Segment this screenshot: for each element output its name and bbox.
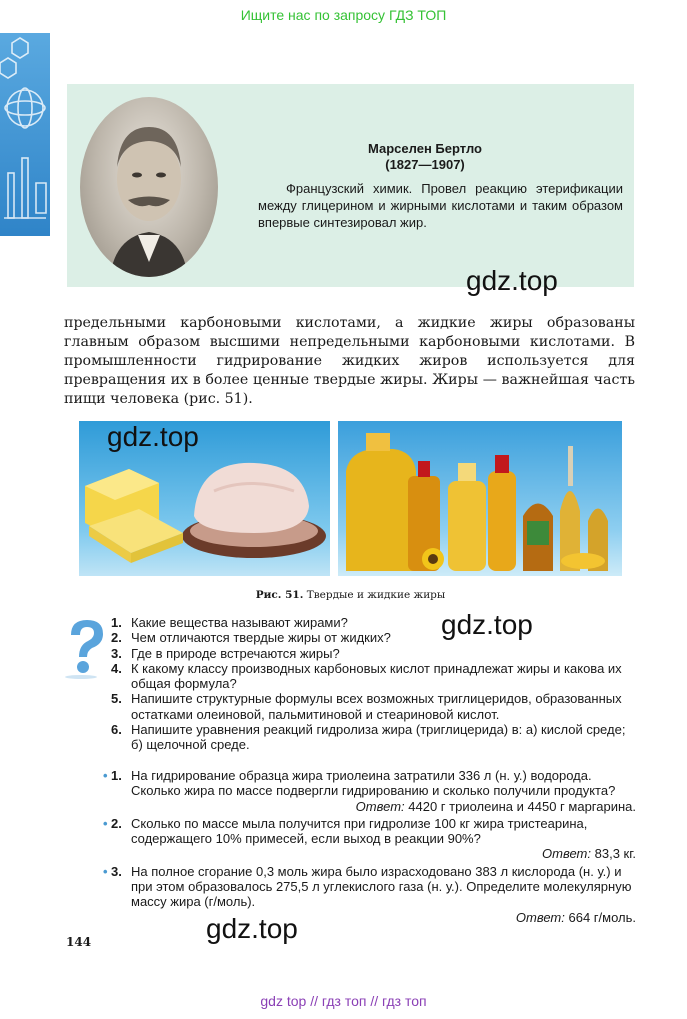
question-text: Где в природе встречаются жиры? <box>131 645 340 661</box>
problem-number: 1. <box>111 768 122 783</box>
answer-value: 4420 г триолеина и 4450 г маргарина. <box>408 798 636 814</box>
list-item <box>103 768 636 814</box>
page-number: 144 <box>66 935 92 949</box>
problem-number: 2. <box>111 815 122 831</box>
caption-label: Рис. 51. <box>255 589 304 601</box>
question-number: 2. <box>111 630 122 646</box>
answer-label: Ответ: <box>355 798 405 814</box>
answer-value: 83,3 кг. <box>594 846 636 862</box>
answer-label: Ответ: <box>542 846 591 862</box>
question-text: Напишите структурные формулы всех возможных триглицеридов, образованных остатками олеиновой, пальмитиновой и стеариновой кислот. <box>131 691 622 722</box>
question-mark-icon <box>63 617 107 679</box>
list-item <box>111 691 636 722</box>
question-number: 6. <box>111 722 122 738</box>
question-number: 5. <box>111 691 122 707</box>
bio-years: (1827—1907) <box>385 157 465 172</box>
problem-answer <box>131 846 636 861</box>
watermark: gdz.top <box>206 913 298 944</box>
footer-links[interactable]: gdz top // гдз топ // гдз топ <box>260 993 427 1009</box>
list-item <box>103 863 636 925</box>
top-search-link[interactable]: Ищите нас по запросу ГДЗ ТОП <box>240 7 447 23</box>
review-questions <box>111 615 636 753</box>
problems-list <box>103 768 636 927</box>
watermark: gdz.top <box>466 265 558 296</box>
answer-label: Ответ: <box>515 909 565 925</box>
question-text: Какие вещества называют жирами? <box>131 615 348 630</box>
bio-name: Марселен Бертло <box>368 141 482 156</box>
caption-text: Твердые и жидкие жиры <box>306 589 446 601</box>
question-number: 3. <box>111 645 122 661</box>
bullet-dot-icon: • <box>103 863 108 879</box>
watermark: gdz.top <box>441 609 533 640</box>
list-item <box>103 815 636 862</box>
watermark: gdz.top <box>107 421 199 452</box>
list-item <box>111 661 636 692</box>
question-number: 4. <box>111 660 122 676</box>
question-text: Напишите уравнения реакций гидролиза жира (триглицерида) в: а) кислой среде; б) щелочной среде. <box>131 722 626 753</box>
problem-text: Сколько по массе мыла получится при гидролизе 100 кг жира тристеарина, содержащего 10% примесей, если выход в реакции 90%? <box>131 815 588 847</box>
main-paragraph: предельными карбоновыми кислотами, а жидкие жиры образованы главным образом высшими непредельными карбоновыми кислотами. В промышленности гидрирование жидких жиров используется для превращения их в более ценные твердые жиры. Жиры — важнейшая часть пищи человека (рис. 51). <box>64 315 635 407</box>
question-text: К какому классу производных карбоновых кислот принадлежат жиры и какова их общая формула? <box>131 660 622 692</box>
list-item <box>111 630 636 645</box>
chemistry-side-decoration <box>0 33 50 236</box>
figure-caption <box>79 589 622 601</box>
bullet-dot-icon: • <box>103 815 108 831</box>
list-item <box>111 615 636 630</box>
problem-text: На гидрирование образца жира триолеина затратили 336 л (н. у.) водорода. Сколько жира по массе подвергли гидрированию и сколько получили продукта? <box>131 768 616 799</box>
list-item <box>111 646 636 661</box>
berthelot-portrait <box>80 97 218 277</box>
list-item <box>111 722 636 753</box>
liquid-oils-photo <box>338 421 622 576</box>
question-text: Чем отличаются твердые жиры от жидких? <box>131 630 391 646</box>
problem-answer <box>131 799 636 814</box>
bullet-dot-icon: • <box>103 768 108 783</box>
answer-value: 664 г/моль. <box>568 909 636 925</box>
problem-text: На полное сгорание 0,3 моль жира было израсходовано 383 л кислорода (н. у.) и при этом образовалось 275,5 л углекислого газа (н. у.). Определите молекулярную массу жира (г/моль). <box>131 863 632 910</box>
question-number: 1. <box>111 615 122 630</box>
bio-text: Французский химик. Провел реакцию этерификации между глицерином и жирными кислотами и таким образом впервые синтезировал жир. <box>258 181 623 230</box>
problem-number: 3. <box>111 863 122 879</box>
